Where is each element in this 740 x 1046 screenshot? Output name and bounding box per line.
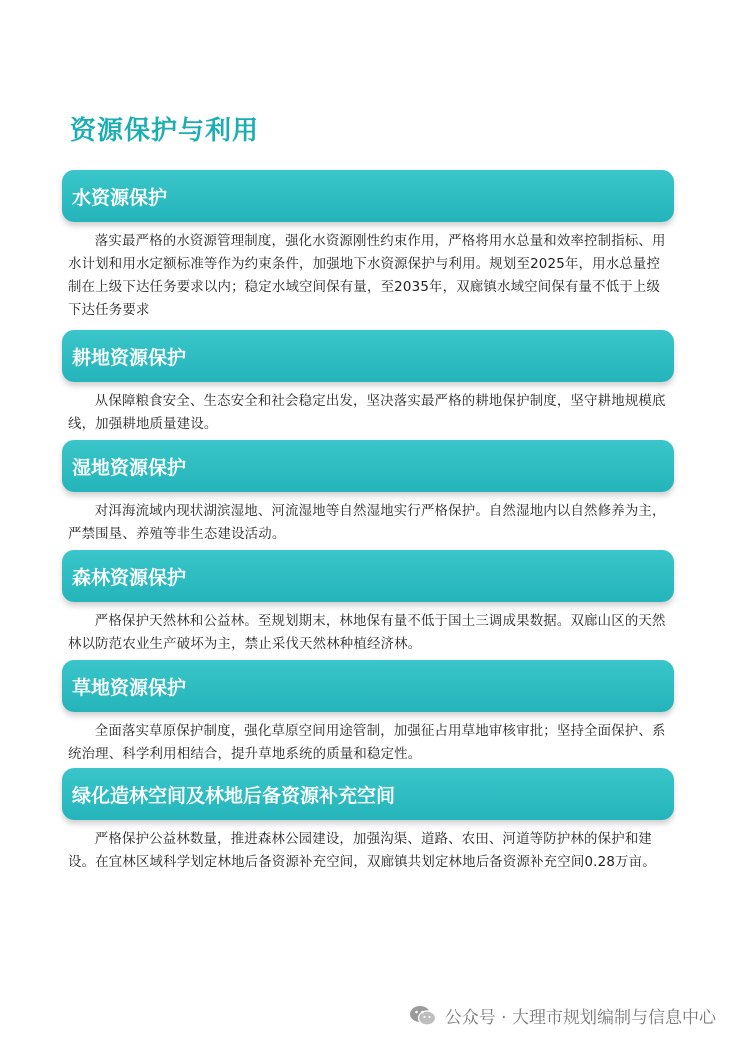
section-body: 严格保护公益林数量，推进森林公园建设，加强沟渠、道路、农田、河道等防护林的保护和建设。在宜林区域科学划定林地后备资源补充空间，双廊镇共划定林地后备资源补充空间0.28万亩。 [68, 832, 656, 870]
section-header: 湿地资源保护 [62, 440, 674, 492]
page-title: 资源保护与利用 [70, 116, 260, 146]
footer-text: 公众号 · 大理市规划编制与信息中心 [444, 1008, 716, 1028]
footer-watermark [409, 1003, 716, 1028]
section-afforestation [62, 768, 674, 874]
section-header: 草地资源保护 [62, 660, 674, 712]
section-header: 绿化造林空间及林地后备资源补充空间 [62, 768, 674, 820]
wechat-icon [409, 1005, 437, 1027]
section-water [62, 170, 674, 322]
section-body: 落实最严格的水资源管理制度，强化水资源刚性约束作用，严格将用水总量和效率控制指标、用水计划和用水定额标准等作为约束条件，加强地下水资源保护与利用。规划至2025年，用水总量控制在上级下达任务要求以内；稳定水域空间保有量，至2035年，双廊镇水域空间保有量不低于上级下达任务要求 [68, 234, 666, 318]
section-header: 水资源保护 [62, 170, 674, 222]
section-body: 严格保护天然林和公益林。至规划期末，林地保有量不低于国土三调成果数据。双廊山区的天然林以防范农业生产破坏为主，禁止采伐天然林种植经济林。 [68, 614, 666, 652]
section-wetland [62, 440, 674, 546]
section-forest [62, 550, 674, 656]
section-body: 从保障粮食安全、生态安全和社会稳定出发，坚决落实最严格的耕地保护制度，坚守耕地规模底线，加强耕地质量建设。 [68, 394, 666, 432]
section-header: 耕地资源保护 [62, 330, 674, 382]
section-body: 全面落实草原保护制度，强化草原空间用途管制，加强征占用草地审核审批；坚持全面保护、系统治理、科学利用相结合，提升草地系统的质量和稳定性。 [68, 724, 666, 762]
section-header: 森林资源保护 [62, 550, 674, 602]
section-grassland [62, 660, 674, 766]
section-body: 对洱海流域内现状湖滨湿地、河流湿地等自然湿地实行严格保护。自然湿地内以自然修养为主，严禁围垦、养殖等非生态建设活动。 [68, 504, 666, 542]
section-farmland [62, 330, 674, 436]
